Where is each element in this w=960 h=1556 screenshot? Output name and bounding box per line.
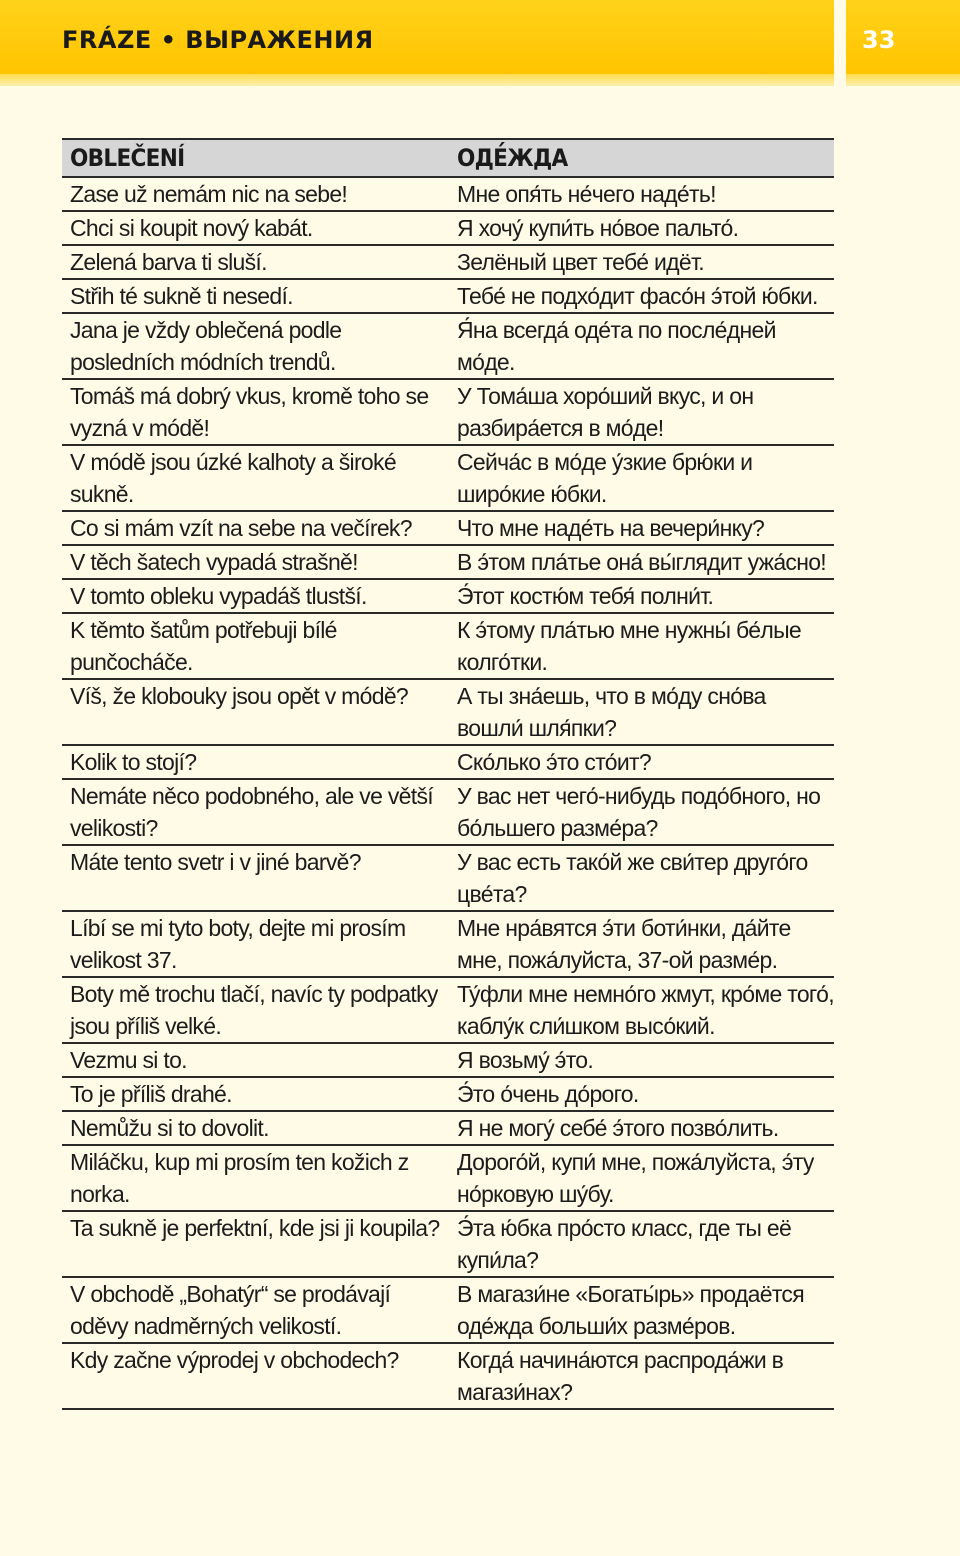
russian-phrase: У Тома́ша хоро́ший вкус, и он разбира́ется в мо́де!	[457, 383, 754, 441]
czech-phrase: Kolik to stojí?	[70, 749, 197, 775]
russian-phrase: Э́тот костю́м тебя́ полни́т.	[457, 583, 714, 609]
page-number-stripe	[846, 74, 960, 86]
russian-phrase: Э́та ю́бка про́сто класс, где ты её купи́ла?	[457, 1215, 792, 1273]
russian-phrase: Мне нра́вятся э́ти боти́нки, да́йте мне, пожа́луйста, 37-ой разме́р.	[457, 915, 791, 973]
russian-column-heading: ОДЕ́ЖДА	[457, 144, 568, 172]
russian-phrase: Тебе́ не подхо́дит фасо́н э́той ю́бки.	[457, 283, 818, 309]
table-row	[62, 1278, 834, 1344]
table-row	[62, 846, 834, 912]
russian-phrase: Ско́лько э́то сто́ит?	[457, 749, 651, 775]
table-row	[62, 614, 834, 680]
table-header-row	[62, 140, 834, 178]
russian-phrase: В э́том пла́тье она́ вы́глядит ужа́сно!	[457, 549, 826, 575]
table-row	[62, 314, 834, 380]
table-row	[62, 746, 834, 780]
table-row	[62, 178, 834, 212]
russian-phrase: В магази́не «Богаты́рь» продаётся оде́жда больши́х разме́ров.	[457, 1281, 804, 1339]
section-title: FRÁZE • ВЫРАЖЕНИЯ	[62, 26, 374, 54]
table-row	[62, 246, 834, 280]
table-row	[62, 978, 834, 1044]
czech-phrase: Miláčku, kup mi prosím ten kožich z norka.	[70, 1149, 409, 1207]
page-header	[0, 0, 960, 86]
table-row	[62, 1078, 834, 1112]
table-row	[62, 1344, 834, 1410]
table-row	[62, 912, 834, 978]
table-row	[62, 780, 834, 846]
russian-phrase: К э́тому пла́тью мне нужны́ бе́лые колго́тки.	[457, 617, 801, 675]
russian-phrase: Я возьму́ э́то.	[457, 1047, 594, 1073]
table-row	[62, 1212, 834, 1278]
czech-phrase: Zelená barva ti sluší.	[70, 249, 267, 275]
table-row	[62, 280, 834, 314]
header-stripe	[0, 74, 834, 86]
czech-phrase: V těch šatech vypadá strašně!	[70, 549, 358, 575]
table-row	[62, 680, 834, 746]
russian-phrase: Когда́ начина́ются распрода́жи в магази́нах?	[457, 1347, 784, 1405]
table-row	[62, 1112, 834, 1146]
russian-phrase: Я́на всегда́ оде́та по после́дней мо́де.	[457, 317, 776, 375]
czech-phrase: Víš, že klobouky jsou opět v módě?	[70, 683, 409, 709]
czech-phrase: Boty mě trochu tlačí, navíc ty podpatky jsou příliš velké.	[70, 981, 438, 1039]
czech-phrase: Zase už nemám nic na sebe!	[70, 181, 348, 207]
table-row	[62, 1146, 834, 1212]
czech-phrase: Nemůžu si to dovolit.	[70, 1115, 269, 1141]
czech-phrase: Máte tento svetr i v jiné barvě?	[70, 849, 361, 875]
czech-phrase: K těmto šatům potřebuji bílé punčocháče.	[70, 617, 337, 675]
russian-phrase: У вас нет чего́-нибудь подо́бного, но бо́льшего разме́ра?	[457, 783, 821, 841]
czech-column-heading: OBLEČENÍ	[70, 144, 185, 172]
czech-phrase: V obchodě „Bohatýr“ se prodávají oděvy nadměrných velikostí.	[70, 1281, 391, 1339]
czech-phrase: To je příliš drahé.	[70, 1081, 232, 1107]
russian-phrase: Я хочу́ купи́ть но́вое пальто́.	[457, 215, 739, 241]
table-row	[62, 580, 834, 614]
russian-phrase: А ты зна́ешь, что в мо́ду сно́ва вошли́ шля́пки?	[457, 683, 766, 741]
russian-phrase: Ту́фли мне немно́го жмут, кро́ме того́, каблу́к сли́шком высо́кий.	[457, 981, 834, 1039]
russian-phrase: Что мне наде́ть на вечери́нку?	[457, 515, 765, 541]
table-row	[62, 512, 834, 546]
table-row	[62, 1044, 834, 1078]
russian-phrase: Сейча́с в мо́де у́зкие брю́ки и широ́кие ю́бки.	[457, 449, 753, 507]
table-row	[62, 212, 834, 246]
czech-phrase: Chci si koupit nový kabát.	[70, 215, 313, 241]
czech-phrase: Líbí se mi tyto boty, dejte mi prosím velikost 37.	[70, 915, 406, 973]
czech-phrase: Jana je vždy oblečená podle posledních módních trendů.	[70, 317, 342, 375]
russian-phrase: Я не могу́ себе́ э́того позво́лить.	[457, 1115, 779, 1141]
czech-phrase: Vezmu si to.	[70, 1047, 187, 1073]
russian-phrase: Мне опя́ть не́чего наде́ть!	[457, 181, 716, 207]
russian-phrase: Э́то о́чень до́рого.	[457, 1081, 639, 1107]
czech-phrase: Kdy začne výprodej v obchodech?	[70, 1347, 399, 1373]
czech-phrase: Ta sukně je perfektní, kde jsi ji koupila?	[70, 1215, 440, 1241]
czech-phrase: Střih té sukně ti nesedí.	[70, 283, 293, 309]
russian-phrase: Дорого́й, купи́ мне, пожа́луйста, э́ту но́рковую шу́бу.	[457, 1149, 814, 1207]
russian-phrase: У вас есть тако́й же сви́тер друго́го цве́та?	[457, 849, 808, 907]
czech-phrase: V tomto obleku vypadáš tlustší.	[70, 583, 367, 609]
czech-phrase: V módě jsou úzké kalhoty a široké sukně.	[70, 449, 396, 507]
page-number: 33	[862, 26, 896, 54]
table-row	[62, 380, 834, 446]
table-row	[62, 546, 834, 580]
table-row	[62, 446, 834, 512]
russian-phrase: Зелёный цвет тебе́ идёт.	[457, 249, 704, 275]
czech-phrase: Tomáš má dobrý vkus, kromě toho se vyzná v módě!	[70, 383, 429, 441]
czech-phrase: Co si mám vzít na sebe na večírek?	[70, 515, 412, 541]
phrase-table	[62, 138, 834, 1410]
czech-phrase: Nemáte něco podobného, ale ve větší velikosti?	[70, 783, 433, 841]
